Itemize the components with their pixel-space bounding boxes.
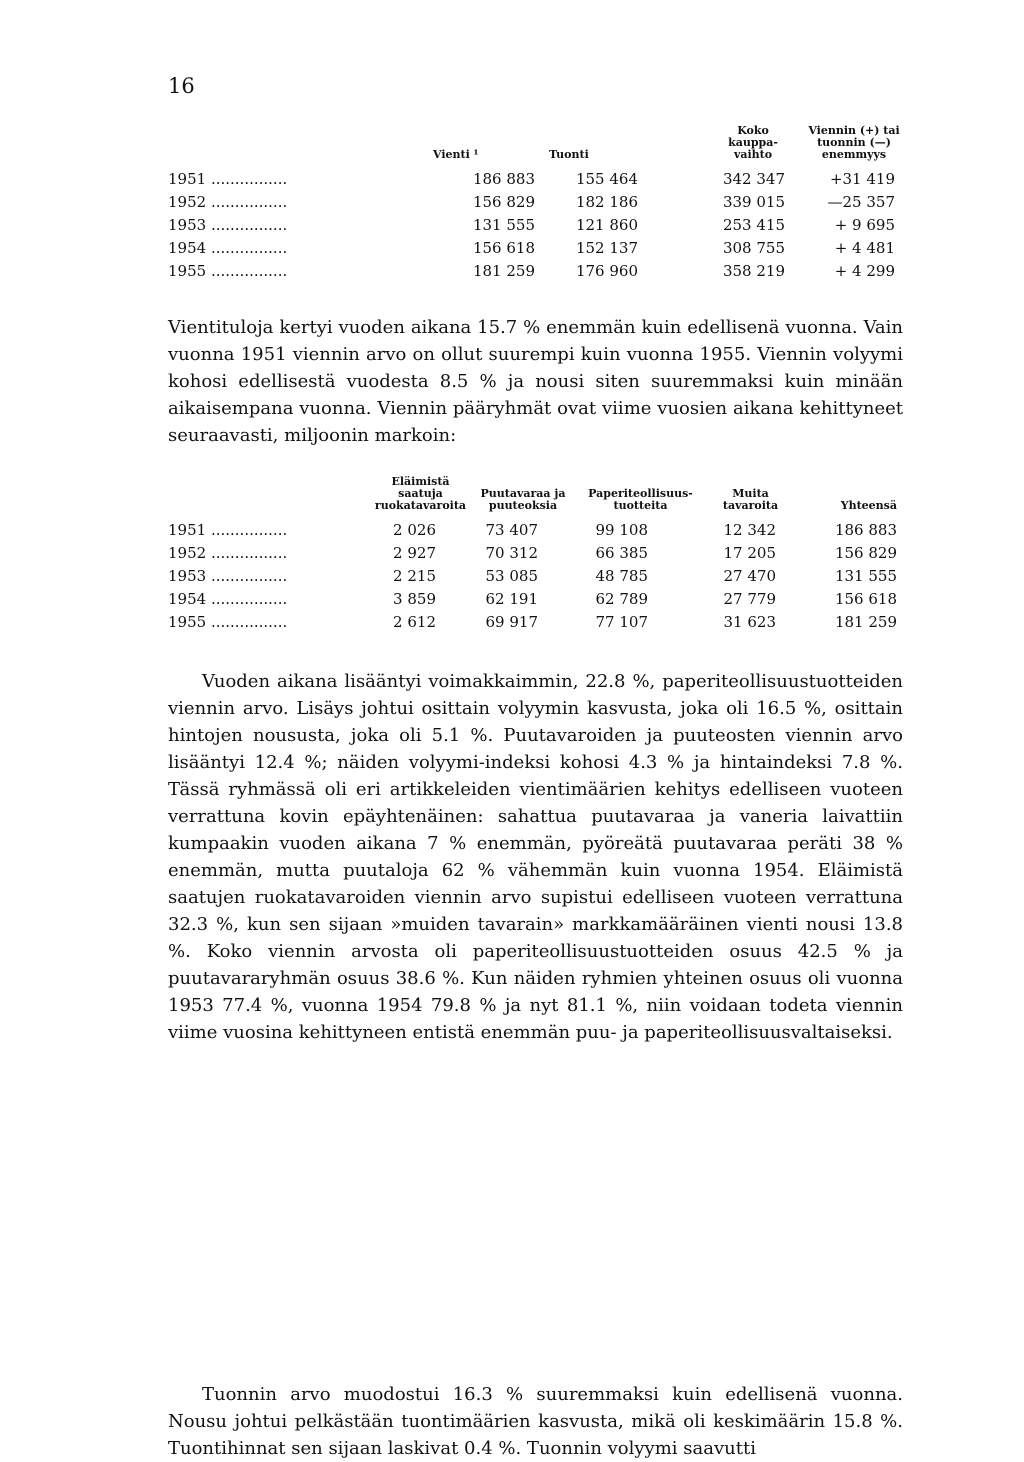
table-header: Puutavaraa ja puuteoksia — [480, 487, 566, 512]
year-cell: 1952 ................ — [168, 192, 288, 211]
table-cell: 121 860 — [575, 215, 638, 234]
table-row — [168, 541, 903, 564]
paragraph-export-groups: Vuoden aikana lisääntyi voimakkaimmin, 22.8 %, paperiteollisuustuotteiden viennin arvo. Lisäys johtui osittain volyymin kasvusta, joka oli 16.5 %, osittain hintojen noususta, joka oli 5.1 %. Puutavaroiden ja puuteosten viennin arvo lisääntyi 12.4 %; näiden volyymi-indeksi kohosi 4.3 % ja hintaindeksi 7.8 %. Tässä ryhmässä oli eri artikkeleiden vientimäärien kehitys edelliseen vuoteen verrattuna kovin epäyhtenäinen: sahattua puutavaraa ja vaneria laivattiin kumpaakin vuoden aikana 7 % enemmän, pyöreätä puutavaraa peräti 38 % enemmän, mutta puutaloja 62 % vähemmän kuin vuonna 1954. Eläimistä saatujen ruokatavaroiden viennin arvo supistui edelliseen vuoteen verrattuna 32.3 %, kun sen sijaan »muiden tavarain» markkamääräinen vienti nousi 13.8 %. Koko viennin arvosta oli paperiteollisuustuotteiden osuus 42.5 % ja puutavararyhmän osuus 38.6 %. Kun näiden ryhmien yhteinen osuus oli vuonna 1953 77.4 %, vuonna 1954 79.8 % ja nyt 81.1 %, niin voidaan todeta viennin viime vuosina kehittyneen entistä enemmän puu- ja paperiteollisuusvaltaiseksi. — [168, 671, 903, 1043]
year-cell: 1955 ................ — [168, 261, 288, 280]
table-cell: 2 612 — [393, 612, 436, 631]
table-cell: 17 205 — [723, 543, 776, 562]
table-cell: 181 259 — [472, 261, 535, 280]
table-cell: 70 312 — [485, 543, 538, 562]
table-cell: 186 883 — [834, 520, 897, 539]
table-cell: 156 829 — [834, 543, 897, 562]
table-cell: 53 085 — [485, 566, 538, 585]
trade-balance-table — [168, 125, 903, 282]
table-row — [168, 587, 903, 610]
table-header: Koko kauppa-vaihto — [728, 124, 778, 161]
table-cell: 156 829 — [472, 192, 535, 211]
table-cell: 155 464 — [575, 169, 638, 188]
table-cell: 358 219 — [722, 261, 785, 280]
table-row — [168, 190, 903, 213]
table-cell: +31 419 — [829, 169, 895, 188]
table-row — [168, 518, 903, 541]
paragraph-imports: Tuonnin arvo muodostui 16.3 % suuremmaksi kuin edellisenä vuonna. Nousu johtui pelkästään tuontimäärien kasvusta, mikä oli keskimäärin 15.8 %. Tuontihinnat sen sijaan laskivat 0.4 %. Tuonnin volyymi saavutti — [168, 1384, 903, 1459]
table-row — [168, 259, 903, 282]
table-cell: 2 026 — [393, 520, 436, 539]
table-cell: 2 927 — [393, 543, 436, 562]
table-row — [168, 564, 903, 587]
export-groups-table — [168, 476, 903, 633]
table-cell: 66 385 — [595, 543, 648, 562]
table-cell: 181 259 — [834, 612, 897, 631]
table-cell: 308 755 — [722, 238, 785, 257]
table-cell: —25 357 — [827, 192, 895, 211]
table-cell: 152 137 — [575, 238, 638, 257]
table-cell: 186 883 — [472, 169, 535, 188]
table-header: Yhteensä — [840, 499, 897, 512]
table-header — [168, 476, 373, 518]
table-cell: 342 347 — [722, 169, 785, 188]
table-row — [168, 236, 903, 259]
year-cell: 1952 ................ — [168, 543, 288, 562]
table-header: Vienti ¹ — [433, 148, 479, 161]
table-cell: 182 186 — [575, 192, 638, 211]
table-header: Viennin (+) tai tuonnin (—) enemmyys — [808, 124, 900, 161]
year-cell: 1954 ................ — [168, 589, 288, 608]
table-cell: 73 407 — [485, 520, 538, 539]
table-cell: 253 415 — [722, 215, 785, 234]
year-cell: 1954 ................ — [168, 238, 288, 257]
table-header: Muita tavaroita — [722, 487, 779, 512]
table-row — [168, 167, 903, 190]
year-cell: 1955 ................ — [168, 612, 288, 631]
paragraph-exports: Vientituloja kertyi vuoden aikana 15.7 % enemmän kuin edellisenä vuonna. Vain vuonna 1951 viennin arvo on ollut suurempi kuin vuonna 1955. Viennin volyymi kohosi edellisestä vuodesta 8.5 % ja nousi siten suuremmaksi kuin minään aikaisempana vuonna. Viennin pääryhmät ovat viime vuosien aikana kehittyneet seuraavasti, miljoonin markoin: — [168, 317, 903, 446]
table-cell: 12 342 — [723, 520, 776, 539]
table-cell: 77 107 — [595, 612, 648, 631]
table-cell: + 4 481 — [834, 238, 895, 257]
table-cell: 156 618 — [472, 238, 535, 257]
table-cell: 176 960 — [575, 261, 638, 280]
table-cell: + 9 695 — [834, 215, 895, 234]
table-cell: 48 785 — [595, 566, 648, 585]
year-cell: 1951 ................ — [168, 520, 288, 539]
year-cell: 1953 ................ — [168, 215, 288, 234]
table-header-row — [168, 125, 903, 167]
table-header — [168, 125, 413, 167]
table-cell: 339 015 — [722, 192, 785, 211]
year-cell: 1951 ................ — [168, 169, 288, 188]
table-cell: 131 555 — [472, 215, 535, 234]
table-header-row — [168, 476, 903, 518]
table-cell: 2 215 — [393, 566, 436, 585]
table-cell: 62 789 — [595, 589, 648, 608]
table-cell: 156 618 — [834, 589, 897, 608]
table-cell: 31 623 — [723, 612, 776, 631]
table-cell: 62 191 — [485, 589, 538, 608]
table-header: Paperiteollisuus-tuotteita — [588, 487, 693, 512]
table-cell: 99 108 — [595, 520, 648, 539]
table-cell: 69 917 — [485, 612, 538, 631]
year-cell: 1953 ................ — [168, 566, 288, 585]
table-cell: 27 470 — [723, 566, 776, 585]
table-cell: + 4 299 — [834, 261, 895, 280]
table-header: Eläimistä saatuja ruokatavaroita — [374, 475, 467, 512]
table-cell: 3 859 — [393, 589, 436, 608]
table-row — [168, 213, 903, 236]
page-number: 16 — [168, 74, 195, 98]
table-row — [168, 610, 903, 633]
table-cell: 131 555 — [834, 566, 897, 585]
table-header: Tuonti — [549, 148, 589, 161]
table-cell: 27 779 — [723, 589, 776, 608]
